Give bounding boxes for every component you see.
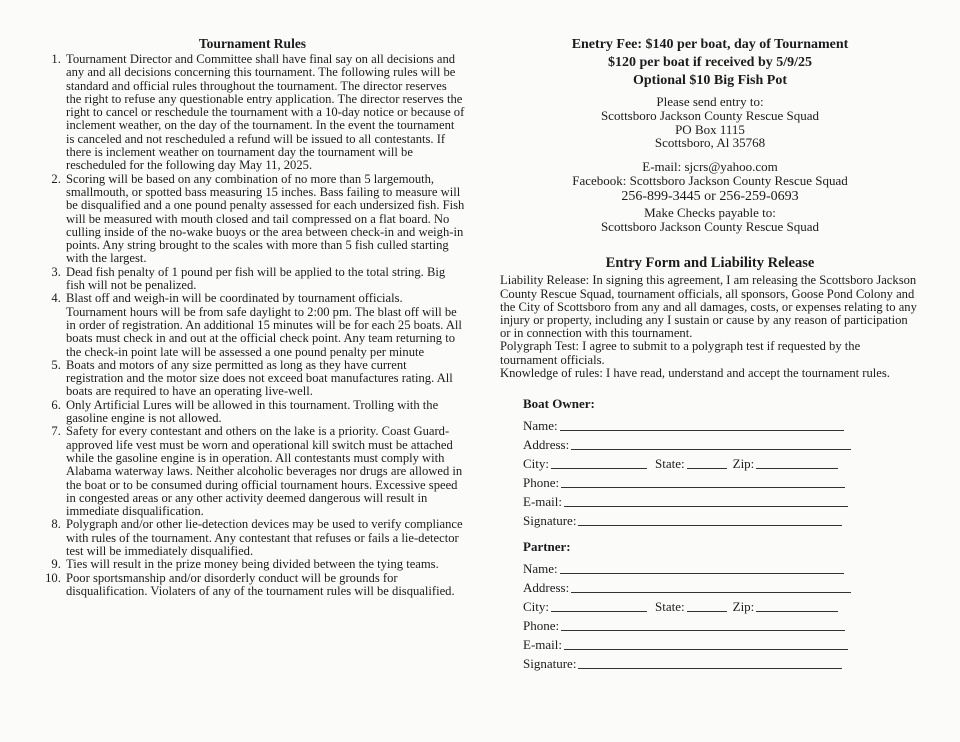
owner-state-label: State: bbox=[655, 456, 685, 471]
owner-zip-label: Zip: bbox=[732, 456, 755, 471]
checks-label: Make Checks payable to: bbox=[644, 204, 776, 220]
owner-city-field[interactable] bbox=[551, 456, 647, 469]
rules-acknowledgement: Knowledge of rules: I have read, understand and accept the tournament rules. bbox=[500, 365, 890, 380]
partner-name-field[interactable] bbox=[560, 561, 844, 574]
owner-email-label: E-mail: bbox=[523, 494, 562, 509]
rules-list bbox=[40, 53, 465, 598]
partner-phone-label: Phone: bbox=[523, 618, 560, 633]
rule-item: 5. Boats and motors of any size permitted as long as they have current registration and the motor size does not exceed boat manufactures rating. All boats are required to have an operating live-well. bbox=[64, 359, 465, 399]
owner-city-label: City: bbox=[523, 456, 550, 471]
owner-state-field[interactable] bbox=[687, 456, 727, 469]
owner-address-label: Address: bbox=[523, 437, 570, 452]
owner-signature-field[interactable] bbox=[578, 513, 842, 526]
rule-item: 2. Scoring will be based on any combination of no more than 5 largemouth, smallmouth, or spotted bass measuring 15 inches. Bass failing to measure will be disqualified and a one pound penalty assessed for each undersized fish. Fish will be measured with mouth closed and tail compressed on a flat board. No culling inside of the no-wake buoys or the area between check-in and weigh-in points. Any string brought to the scales with more than 5 fish culled starting with the largest. bbox=[64, 173, 465, 266]
mailing-org: Scottsboro Jackson County Rescue Squad bbox=[600, 107, 820, 123]
owner-zip-field[interactable] bbox=[756, 456, 838, 469]
owner-name-field[interactable] bbox=[560, 418, 844, 431]
early-fee-line: $120 per boat if received by 5/9/25 bbox=[607, 55, 813, 70]
rule-item: 8. Polygraph and/or other lie-detection devices may be used to verify compliance with rules of the tournament. Any contestant that refuses or fails a lie-detector test will be immediately disqualified. bbox=[64, 518, 465, 558]
partner-signature-field[interactable] bbox=[578, 656, 842, 669]
partner-address-label: Address: bbox=[523, 580, 570, 595]
contact-email: E-mail: sjcrs@yahoo.com bbox=[642, 159, 778, 175]
partner-zip-field[interactable] bbox=[756, 599, 838, 612]
rule-item: 6. Only Artificial Lures will be allowed in this tournament. Trolling with the gasoline engine is not allowed. bbox=[64, 399, 465, 426]
rule-item: 10. Poor sportsmanship and/or disorderly conduct will be grounds for disqualification. Violaters of any of the tournament rules will be disqualified. bbox=[64, 572, 465, 599]
send-entry-label: Please send entry to: bbox=[656, 94, 764, 109]
rule-item: 9. Ties will result in the prize money being divided between the tying teams. bbox=[64, 558, 465, 571]
entry-column bbox=[500, 36, 920, 672]
partner-city-field[interactable] bbox=[551, 599, 647, 612]
partner-state-label: State: bbox=[655, 599, 685, 614]
form-title: Entry Form and Liability Release bbox=[605, 255, 815, 272]
owner-email-field[interactable] bbox=[564, 494, 848, 507]
partner-signature-label: Signature: bbox=[523, 656, 577, 671]
partner-name-label: Name: bbox=[523, 561, 558, 576]
rule-item: 7. Safety for every contestant and others on the lake is a priority. Coast Guard-approved life vest must be worn and operational kill switch must be attached while the gasoline engine is in operation. All contestants must comply with Alabama waterway laws. Neither alcoholic beverages nor drugs are allowed in the boat or to be consumed during official tournament hours. Excessive speed in congested areas or any other activity deemed dangerous will result in immediate disqualification. bbox=[64, 425, 465, 518]
release-text bbox=[500, 274, 920, 380]
rules-column bbox=[40, 36, 465, 598]
partner-email-label: E-mail: bbox=[523, 637, 562, 652]
owner-phone-label: Phone: bbox=[523, 475, 560, 490]
liability-release: Liability Release: In signing this agreement, I am releasing the Scottsboro Jackson County Rescue Squad, tournament officials, all sponsors, Goose Pond Colony and the City of Scottsboro from any and all damages, costs, or expenses relating to any injury or property, including any I sustain or cause by any reason of participation or in connection with this tournament. bbox=[500, 273, 917, 341]
partner-state-field[interactable] bbox=[687, 599, 727, 612]
rule-item: 1. Tournament Director and Committee shall have final say on all decisions and any and all decisions concerning this tournament. The following rules will be standard and official rules throughout the tournament. The director reserves the right to refuse any questionable entry application. The director reserves the right to cancel or reschedule the tournament with a 10-day notice or because of inclement weather, on the day of the tournament. In the event the tournament is canceled and not rescheduled a refund will be issued to all contestants. If there is inclement weather on tournament day the tournament will be rescheduled for the following day May 11, 2025. bbox=[64, 53, 465, 173]
partner-phone-field[interactable] bbox=[561, 618, 845, 631]
mailing-city: Scottsboro, Al 35768 bbox=[654, 135, 766, 151]
owner-address-field[interactable] bbox=[571, 437, 851, 450]
contact-phones: 256-899-3445 or 256-259-0693 bbox=[621, 188, 799, 204]
partner-email-field[interactable] bbox=[564, 637, 848, 650]
rule-item: 3. Dead fish penalty of 1 pound per fish will be applied to the total string. Big fish will not be penalized. bbox=[64, 266, 465, 293]
partner-address-field[interactable] bbox=[571, 580, 851, 593]
boat-owner-heading: Boat Owner: bbox=[523, 396, 595, 411]
owner-phone-field[interactable] bbox=[561, 475, 845, 488]
partner-zip-label: Zip: bbox=[732, 599, 755, 614]
contact-block bbox=[500, 95, 920, 233]
polygraph-consent: Polygraph Test: I agree to submit to a polygraph test if requested by the tournament officials. bbox=[500, 339, 861, 367]
owner-name-label: Name: bbox=[523, 418, 558, 433]
fee-block bbox=[500, 36, 920, 90]
po-box: PO Box 1115 bbox=[675, 121, 745, 137]
owner-signature-label: Signature: bbox=[523, 513, 577, 528]
big-fish-pot-line: Optional $10 Big Fish Pot bbox=[632, 73, 788, 88]
checks-payee: Scottsboro Jackson County Rescue Squad bbox=[600, 218, 820, 234]
rules-title: Tournament Rules bbox=[198, 36, 307, 51]
partner-heading: Partner: bbox=[523, 539, 571, 554]
contact-facebook: Facebook: Scottsboro Jackson County Rescue Squad bbox=[572, 172, 848, 188]
partner-city-label: City: bbox=[523, 599, 550, 614]
entry-form bbox=[523, 396, 920, 672]
entry-fee-line: Enetry Fee: $140 per boat, day of Tournament bbox=[571, 37, 849, 52]
rule-item: 4. Blast off and weigh-in will be coordinated by tournament officials. Tournament hours will be from safe daylight to 2:00 pm. The blast off will be in order of registration. An additional 15 minutes will be for each 25 boats. All boats must check in and out at the official check point. Any team returning to the check-in point late will be assessed a one pound penalty per minute bbox=[64, 292, 465, 358]
